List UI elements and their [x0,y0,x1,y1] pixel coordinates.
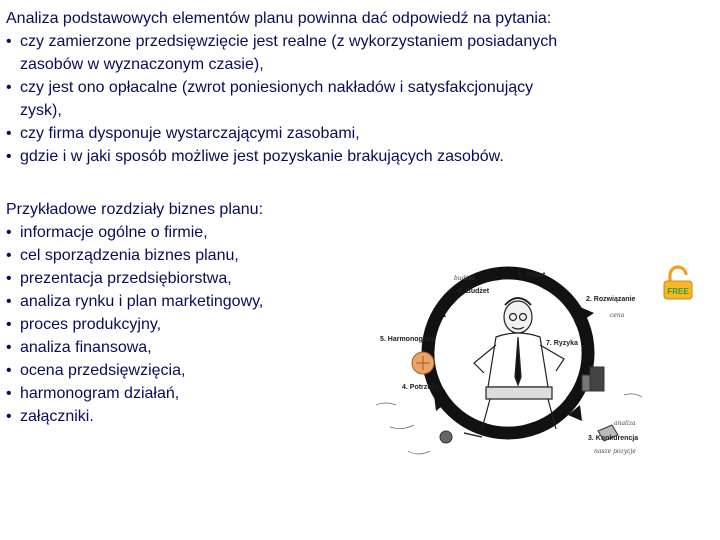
question-item-continuation: zysk), [20,102,62,119]
label-rozwiazanie: 2. Rozwiązanie [586,296,636,303]
chapter-item: • prezentacja przedsiębiorstwa, [6,270,232,287]
questions-heading: Analiza podstawowych elementów planu powinna dać odpowiedź na pytania: [6,10,552,27]
free-unlock-icon [657,262,699,304]
chapter-item: • analiza finansowa, [6,339,152,356]
question-item: • gdzie i w jaki sposób możliwe jest pozyskanie brakujących zasobów. [6,148,504,165]
sketch-note: budżet [454,275,475,282]
chapter-item: • harmonogram działań, [6,385,180,402]
chapters-block [6,198,366,428]
label-potrzeby: 4. Potrzeby [402,384,440,391]
chapter-item: • załączniki. [6,408,94,425]
question-item: • czy zamierzone przedsięwzięcie jest realne (z wykorzystaniem posiadanych [6,33,558,50]
chapter-item: • proces produkcyjny, [6,316,162,333]
chapter-item: • cel sporządzenia biznes planu, [6,247,239,264]
chapters-heading: Przykładowe rozdziały biznes planu: [6,201,264,218]
label-harmonogram: 5. Harmonogram [380,336,436,343]
chapter-item: • ocena przedsięwzięcia, [6,362,186,379]
chapter-item: • analiza rynku i plan marketingowy, [6,293,264,310]
free-badge-text: FREE [667,287,689,296]
question-item: • czy jest ono opłacalne (zwrot poniesionych nakładów i satysfakcjonujący [6,79,534,96]
sketch-note: cena [610,312,625,319]
chapter-item: • informacje ogólne o firmie, [6,224,208,241]
label-klient: 1. Klient [518,272,546,279]
person-figure [474,298,564,429]
label-konkurencja: 3. Konkurencja [588,435,639,442]
question-item-continuation: zasobów w wyznaczonym czasie), [20,56,264,73]
question-item: • czy firma dysponuje wystarczającymi zasobami, [6,125,360,142]
sketch-note: analiza [614,420,636,427]
questions-block [6,7,714,168]
scribble-marks [376,394,642,454]
label-budzet: 6. Budżet [458,288,490,295]
label-ryzyka: 7. Ryzyka [546,340,578,347]
business-plan-illustration [368,255,668,470]
sketch-note: nasze pozycje [594,448,636,455]
